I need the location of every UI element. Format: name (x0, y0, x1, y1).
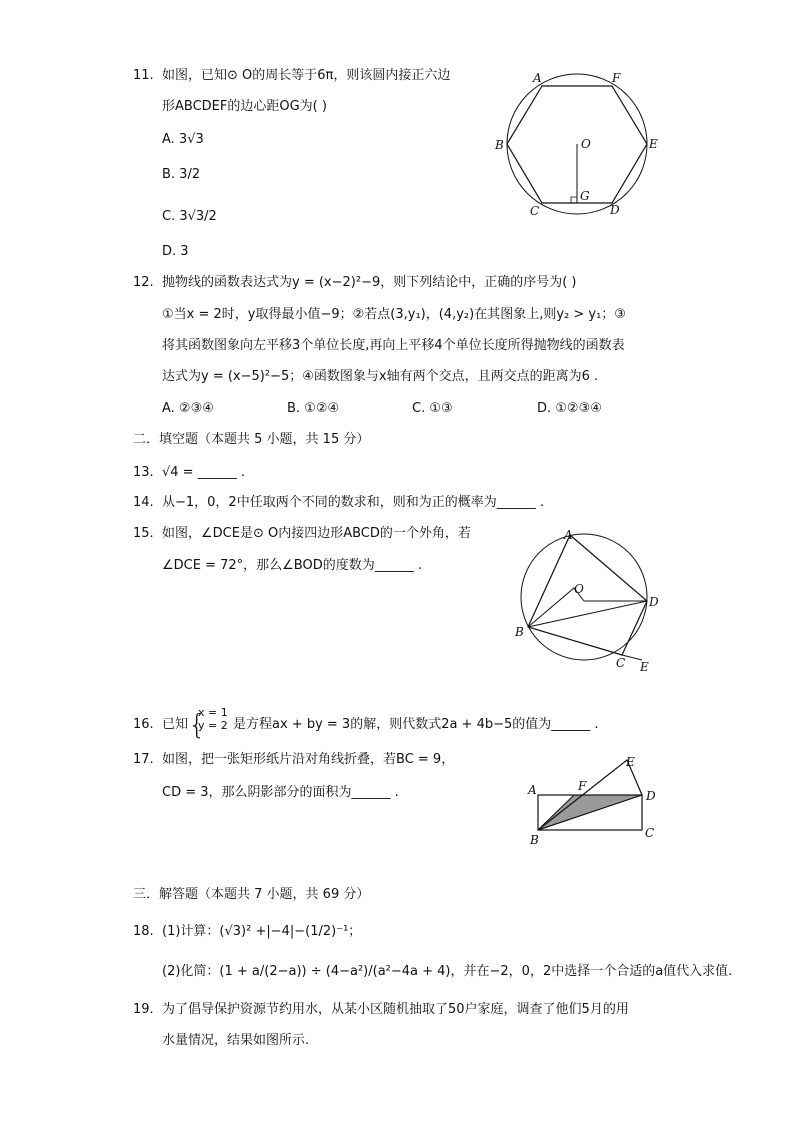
label-e: E (626, 755, 635, 769)
label-c: C (530, 204, 540, 218)
label-e: E (640, 660, 649, 674)
q12-option-c: C. ①③ (412, 401, 453, 416)
q16-equation-y: y = 2 (198, 719, 228, 732)
q16-prefix: 已知 (162, 717, 189, 732)
section2-heading: 二．填空题（本题共 5 小题，共 15 分） (133, 432, 370, 447)
label-d: D (610, 203, 620, 217)
label-f: F (612, 71, 621, 85)
q11-option-c: C. 3√3/2 (162, 209, 217, 224)
q12-line4: 达式为y = (x−5)²−5；④函数图象与x轴有两个交点，且两交点的距离为6 . (162, 369, 599, 384)
q16-equation-x: x = 1 (198, 706, 228, 719)
q14-number: 14. (133, 495, 154, 510)
q11-line2: 形ABCDEF的边心距OG为( ) (162, 99, 327, 114)
segment-bd (528, 601, 647, 627)
q19-line1: 为了倡导保护资源节约用水，从某小区随机抽取了50户家庭，调查了他们5月的用 (162, 1002, 629, 1017)
label-d: D (646, 789, 656, 803)
label-b: B (530, 833, 539, 847)
q12-option-d: D. ①②③④ (537, 401, 602, 416)
q14-text: 从−1，0，2中任取两个不同的数求和，则和为正的概率为______ . (162, 495, 544, 510)
q17-number: 17. (133, 752, 154, 767)
label-a: A (533, 71, 542, 85)
q15-line1: 如图，∠DCE是⊙ O内接四边形ABCD的一个外角，若 (162, 526, 471, 541)
q17-line1: 如图，把一张矩形纸片沿对角线折叠，若BC = 9， (162, 752, 455, 767)
hexagon-figure (492, 64, 664, 224)
cyclic-quadrilateral-figure (510, 526, 670, 676)
q12-line1: 抛物线的函数表达式为y = (x−2)²−9，则下列结论中，正确的序号为( ) (162, 275, 577, 290)
label-b: B (515, 625, 524, 639)
q19-number: 19. (133, 1002, 154, 1017)
q11-line1: 如图，已知⊙ O的周长等于6π，则该圆内接正六边 (162, 68, 451, 83)
q11-option-d: D. 3 (162, 244, 189, 259)
q13-number: 13. (133, 465, 154, 480)
label-c: C (645, 826, 655, 840)
q16-brace: { (188, 708, 206, 741)
q18-number: 18. (133, 924, 154, 939)
section3-heading: 三．解答题（本题共 7 小题，共 69 分） (133, 887, 370, 902)
q11-option-b: B. 3/2 (162, 167, 201, 182)
label-a: A (564, 528, 573, 542)
label-g: G (580, 189, 590, 203)
radii-ob-od (528, 588, 647, 627)
label-o: O (581, 137, 591, 151)
q12-line2: ①当x = 2时，y取得最小值−9；②若点(3,y₁)，(4,y₂)在其图象上,则y₂ > y₁；③ (162, 307, 626, 322)
q18-line2: (2)化简：(1 + a/(2−a)) ÷ (4−a²)/(a²−4a + 4)，并在−2，0，2中选择一个合适的a值代入求值. (162, 964, 733, 979)
q15-line2: ∠DCE = 72°，那么∠BOD的度数为______ . (162, 558, 423, 573)
q12-number: 12. (133, 275, 154, 290)
q13-text: √4 = ______ . (162, 465, 245, 480)
q11-number: 11. (133, 68, 154, 83)
label-e: E (649, 137, 658, 151)
folded-rectangle-figure (525, 752, 665, 847)
q15-number: 15. (133, 526, 154, 541)
q11-option-a: A. 3√3 (162, 132, 204, 147)
label-d: D (649, 595, 659, 609)
label-c: C (616, 656, 626, 670)
q16-text: 是方程ax + by = 3的解，则代数式2a + 4b−5的值为______ . (233, 717, 599, 732)
q17-line2: CD = 3，那么阴影部分的面积为______ . (162, 785, 399, 800)
right-angle-mark (571, 197, 577, 203)
q12-option-a: A. ②③④ (162, 401, 214, 416)
label-b: B (495, 138, 504, 152)
label-a: A (528, 783, 537, 797)
label-o: O (574, 582, 584, 596)
q18-line1: (1)计算：(√3)² +|−4|−(1/2)⁻¹； (162, 924, 362, 939)
q12-line3: 将其函数图象向左平移3个单位长度,再向上平移4个单位长度所得抛物线的函数表 (162, 338, 625, 353)
q16-number: 16. (133, 717, 154, 732)
label-f: F (578, 779, 587, 793)
q12-option-b: B. ①②④ (287, 401, 340, 416)
q19-line2: 水量情况，结果如图所示. (162, 1033, 310, 1048)
